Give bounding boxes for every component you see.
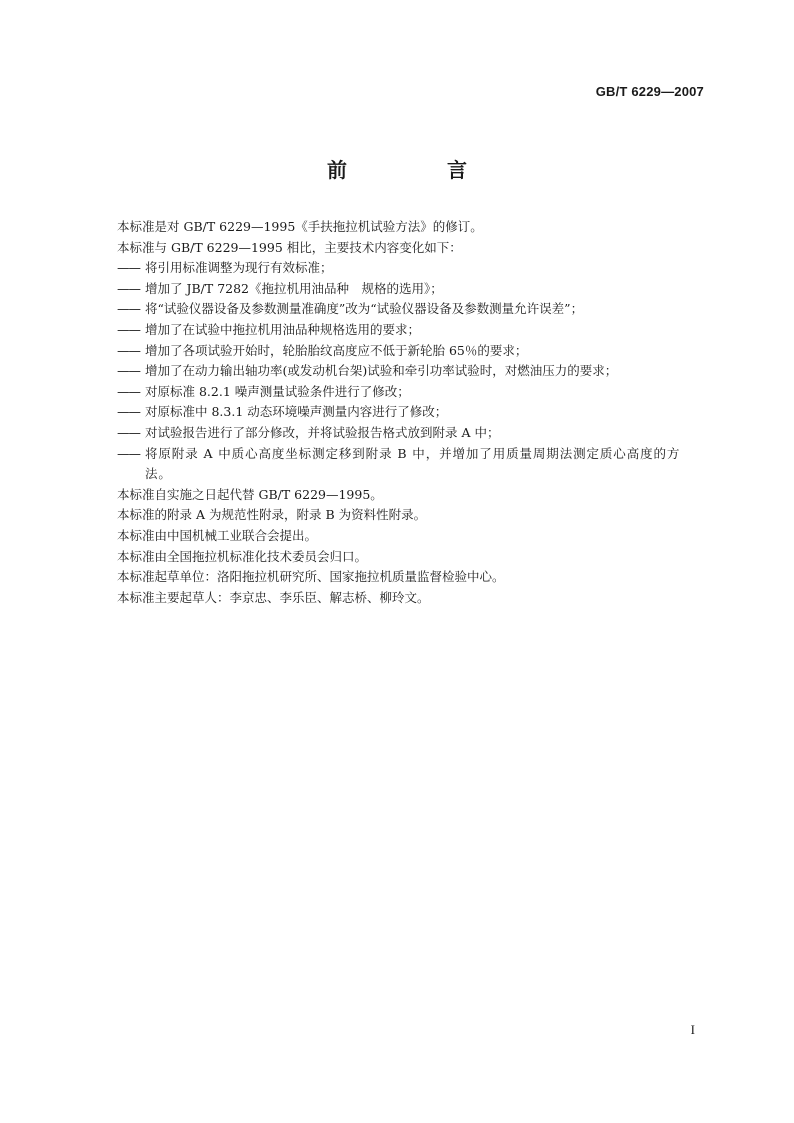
change-item-text: 将“试验仪器设备及参数测量准确度”改为“试验仪器设备及参数测量允许误差”； <box>145 301 584 317</box>
intro-paragraph: 本标准与 GB/T 6229—1995 相比，主要技术内容变化如下： <box>117 239 462 255</box>
closing-paragraph: 本标准由全国拖拉机标准化技术委员会归口。 <box>117 548 368 564</box>
change-item <box>117 382 707 403</box>
closing-paragraph: 本标准由中国机械工业联合会提出。 <box>117 527 318 543</box>
change-item <box>117 320 707 341</box>
change-item <box>117 402 707 423</box>
dash-marker: —— <box>117 301 140 317</box>
dash-marker: —— <box>117 404 140 420</box>
change-item-text: 增加了 JB/T 7282《拖拉机用油品种 规格的选用》； <box>145 280 443 296</box>
change-item <box>117 299 707 320</box>
document-body <box>117 217 707 608</box>
dash-marker: —— <box>117 321 140 337</box>
dash-marker: —— <box>117 260 140 276</box>
change-item-text: 将引用标准调整为现行有效标准； <box>145 260 333 276</box>
closing-paragraph: 本标准起草单位：洛阳拖拉机研究所、国家拖拉机质量监督检验中心。 <box>117 569 505 585</box>
change-item-text: 对试验报告进行了部分修改，并将试验报告格式放到附录 A 中； <box>145 424 500 440</box>
change-item <box>117 279 707 300</box>
change-item-text: 对原标准 8.2.1 噪声测量试验条件进行了修改； <box>145 383 410 399</box>
change-item-text: 增加了在试验中拖拉机用油品种规格选用的要求； <box>145 321 421 337</box>
page-title: 前 言 <box>327 158 507 182</box>
dash-marker: —— <box>117 363 140 379</box>
change-item-text: 增加了在动力输出轴功率(或发动机台架)试验和牵引功率试验时，对燃油压力的要求； <box>145 363 618 379</box>
closing-paragraph: 本标准自实施之日起代替 GB/T 6229—1995。 <box>117 486 383 502</box>
change-item <box>117 444 707 485</box>
dash-marker: —— <box>117 280 140 296</box>
change-item-text: 对原标准中 8.3.1 动态环境噪声测量内容进行了修改； <box>145 404 448 420</box>
dash-marker: —— <box>117 383 140 399</box>
change-item <box>117 341 707 362</box>
closing-paragraph: 本标准的附录 A 为规范性附录，附录 B 为资料性附录。 <box>117 507 427 523</box>
standard-code: GB/T 6229—2007 <box>595 84 704 99</box>
closing-paragraph: 本标准主要起草人：李京忠、李乐臣、解志桥、柳玲文。 <box>117 589 430 605</box>
change-item <box>117 361 707 382</box>
dash-marker: —— <box>117 342 140 358</box>
dash-marker: —— <box>117 424 140 440</box>
change-item-text: 将原附录 A 中质心高度坐标测定移到附录 B 中，并增加了用质量周期法测定质心高度的方法。 <box>145 445 681 482</box>
change-item <box>117 423 707 444</box>
change-item <box>117 258 707 279</box>
dash-marker: —— <box>117 445 140 461</box>
page-number: I <box>690 1022 695 1037</box>
intro-paragraph: 本标准是对 GB/T 6229—1995《手扶拖拉机试验方法》的修订。 <box>117 219 483 234</box>
change-item-text: 增加了各项试验开始时，轮胎胎纹高度应不低于新轮胎 65％的要求； <box>145 342 528 358</box>
